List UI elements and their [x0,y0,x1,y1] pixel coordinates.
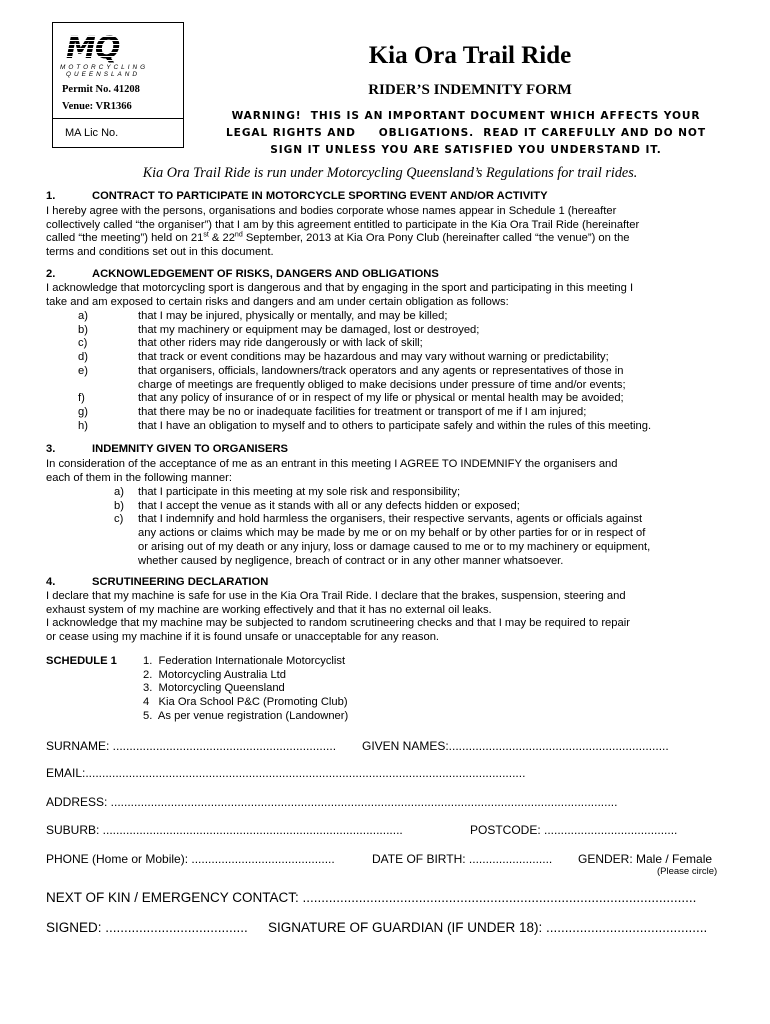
list-text: that there may be no or inadequate facilities for treatment or transport of me if I am injured; [138,405,587,418]
s2-line-2: take and am exposed to certain risks and dangers and am under certain obligation as follows: [46,295,509,308]
signed-field[interactable]: SIGNED: ...................................... [46,920,248,935]
list-item [114,555,734,569]
date-of-birth-field[interactable]: DATE OF BIRTH: ......................... [372,852,553,866]
list-key: c) [114,513,124,526]
list-text: that track or event conditions may be hazardous and may vary without warning or predictability; [138,351,609,364]
s1-sup-st: st [203,231,209,239]
phone-field[interactable]: PHONE (Home or Mobile): ........................................... [46,852,335,866]
list-key: g) [78,405,88,418]
s4-line-1: I declare that my machine is safe for use in the Kia Ora Trail Ride. I declare that the brakes, suspension, steering and [46,590,626,602]
s1-line-3a: called “the meeting”) held on 21 [46,232,204,245]
s1-line-3 [46,232,736,246]
next-of-kin-field[interactable]: NEXT OF KIN / EMERGENCY CONTACT: ......................................................................................................... [46,890,697,905]
schedule-item: 4 Kia Ora School P&C (Promoting Club) [143,696,348,709]
s1-sup-nd: nd [234,231,243,239]
list-key: b) [114,499,124,512]
list-item [114,500,734,514]
list-text: that any policy of insurance of or in respect of my life or physical or mental health may be avoided; [138,392,624,405]
address-field[interactable]: ADDRESS: ........................................................................................................................................................ [46,795,618,809]
list-item [78,351,738,365]
guardian-signature-field[interactable]: SIGNATURE OF GUARDIAN (IF UNDER 18): ........................................... [268,920,708,935]
s1-line-3b: & 22 [208,232,235,245]
s3-line-2: each of them in the following manner: [46,471,232,484]
section-2-list [78,310,738,433]
given-names-field[interactable]: GIVEN NAMES:.................................................................. [362,739,669,753]
list-key: d) [78,351,88,364]
list-key: c) [78,337,88,350]
schedule-list [143,655,543,724]
s1-line-3c: September, 2013 at Kia Ora Pony Club (hereinafter called “the venue”) on the [242,232,630,245]
list-item [78,310,738,324]
section-4-number: 4. [46,576,56,588]
list-text: that I have an obligation to myself and to others to participate safely and within the rules of this meeting. [138,419,652,432]
section-2-number: 2. [46,268,56,280]
section-3-number: 3. [46,443,56,455]
s4-line-2: exhaust system of my machine are working effectively and that it has no external oil leaks. [46,603,492,616]
list-key: f) [78,392,85,405]
s4-line-4: or cease using my machine if it is found unsafe or unacceptable for any reason. [46,631,440,644]
s3-line-1: In consideration of the acceptance of me as an entrant in this meeting I AGREE TO INDEMNIFY the organisers and [46,458,618,470]
section-3-list [114,486,734,568]
form-subtitle: RIDER’S INDEMNITY FORM [368,82,572,98]
list-item [78,324,738,338]
list-text: or arising out of my death or any injury, loss or damage caused to me or to my machinery or equipment, [138,540,651,553]
warning-block [196,108,736,159]
section-2-title: ACKNOWLEDGEMENT OF RISKS, DANGERS AND OBLIGATIONS [92,268,439,280]
schedule-item: 2. Motorcycling Australia Ltd [143,668,287,681]
warning-line-2: LEGAL RIGHTS AND OBLIGATIONS. READ IT CAREFULLY AND DO NOT [226,127,706,139]
ma-lic-label: MA Lic No. [65,127,119,139]
list-item [78,365,738,379]
list-item [114,527,734,541]
logo-sub2: QUEENSLAND [66,71,141,78]
list-text: that my machinery or equipment may be damaged, lost or destroyed; [138,323,480,336]
postcode-field[interactable]: POSTCODE: ........................................ [470,823,678,837]
list-item [78,406,738,420]
list-item [78,337,738,351]
list-text: that I accept the venue as it stands with all or any defects hidden or exposed; [138,499,520,512]
list-item [78,420,738,434]
permit-number: Permit No. 41208 [62,84,140,95]
list-item [78,392,738,406]
list-key: e) [78,364,88,377]
list-text: whether caused by negligence, breach of contract or in any other manner whatsoever. [138,554,564,567]
list-key: b) [78,323,88,336]
list-text: charge of meetings are frequently obliged to make decisions under pressure of time and/or events; [138,378,626,391]
warning-line-3: SIGN IT UNLESS YOU ARE SATISFIED YOU UNDERSTAND IT. [270,144,662,156]
list-key: a) [114,486,124,498]
s4-line-3: I acknowledge that my machine may be subjected to random scrutineering checks and that I may be required to repair [46,617,630,630]
s1-line-2: collectively called “the organiser”) that I am by this agreement entitled to participate in the Kia Ora Trail Ride (hereinafter [46,218,640,231]
logo-mark: MQ [66,34,176,64]
s1-line-1: I hereby agree with the persons, organisations and bodies corporate whose names appear in Schedule 1 (hereafter [46,205,617,217]
venue-number: Venue: VR1366 [62,101,132,112]
list-item [78,379,738,393]
schedule-item: 5. As per venue registration (Landowner) [143,709,349,722]
schedule-label: SCHEDULE 1 [46,655,117,667]
ma-lic-divider [52,118,183,119]
list-key [78,379,138,393]
schedule-item: 3. Motorcycling Queensland [143,682,285,695]
warning-line-1: WARNING! THIS IS AN IMPORTANT DOCUMENT WHICH AFFECTS YOUR [231,110,701,122]
list-key [114,555,138,569]
surname-field[interactable]: SURNAME: ................................................................... [46,739,337,753]
list-text: that other riders may ride dangerously or with lack of skill; [138,337,423,350]
section-3-body [46,458,736,485]
list-text: that organisers, officials, landowners/track operators and any agents or representatives of those in [138,364,624,377]
list-text: that I participate in this meeting at my sole risk and responsibility; [138,486,461,498]
list-key [114,527,138,541]
gender-field[interactable]: GENDER: Male / Female [578,852,713,866]
list-text: that I may be injured, physically or mentally, and may be killed; [138,310,448,322]
suburb-field[interactable]: SUBURB: .......................................................................................... [46,823,403,837]
section-4-title: SCRUTINEERING DECLARATION [92,576,269,588]
section-4-body [46,590,736,645]
section-3-title: INDEMNITY GIVEN TO ORGANISERS [92,443,289,455]
list-item [114,513,734,527]
regulations-note: Kia Ora Trail Ride is run under Motorcycling Queensland’s Regulations for trail rides. [142,165,638,181]
s1-line-4: terms and conditions set out in this document. [46,246,274,259]
mq-logo [60,31,176,82]
list-item [114,541,734,555]
section-1-title: CONTRACT TO PARTICIPATE IN MOTORCYCLE SPORTING EVENT AND/OR ACTIVITY [92,190,548,202]
s2-line-1: I acknowledge that motorcycling sport is dangerous and that by engaging in the sport and participating in this meeting I [46,282,634,294]
list-key: h) [78,419,88,432]
list-key: a) [78,310,88,322]
list-item [114,486,734,500]
form-title: Kia Ora Trail Ride [368,42,572,69]
section-1-body [46,205,736,260]
list-text: any actions or claims which may be made by me or on my behalf or by other parties for or in respect of [138,527,646,540]
gender-circle-note: (Please circle) [657,866,718,877]
list-text: that I indemnify and hold harmless the organisers, their respective servants, agents or officials against [138,513,643,526]
schedule-item: 1. Federation Internationale Motorcyclist [143,655,346,667]
logo-sub1: MOTORCYCLING [60,64,149,71]
section-2-body [46,282,736,309]
section-1-number: 1. [46,190,56,202]
list-key [114,541,138,555]
email-field[interactable]: EMAIL:.................................................................................................................................... [46,766,526,780]
